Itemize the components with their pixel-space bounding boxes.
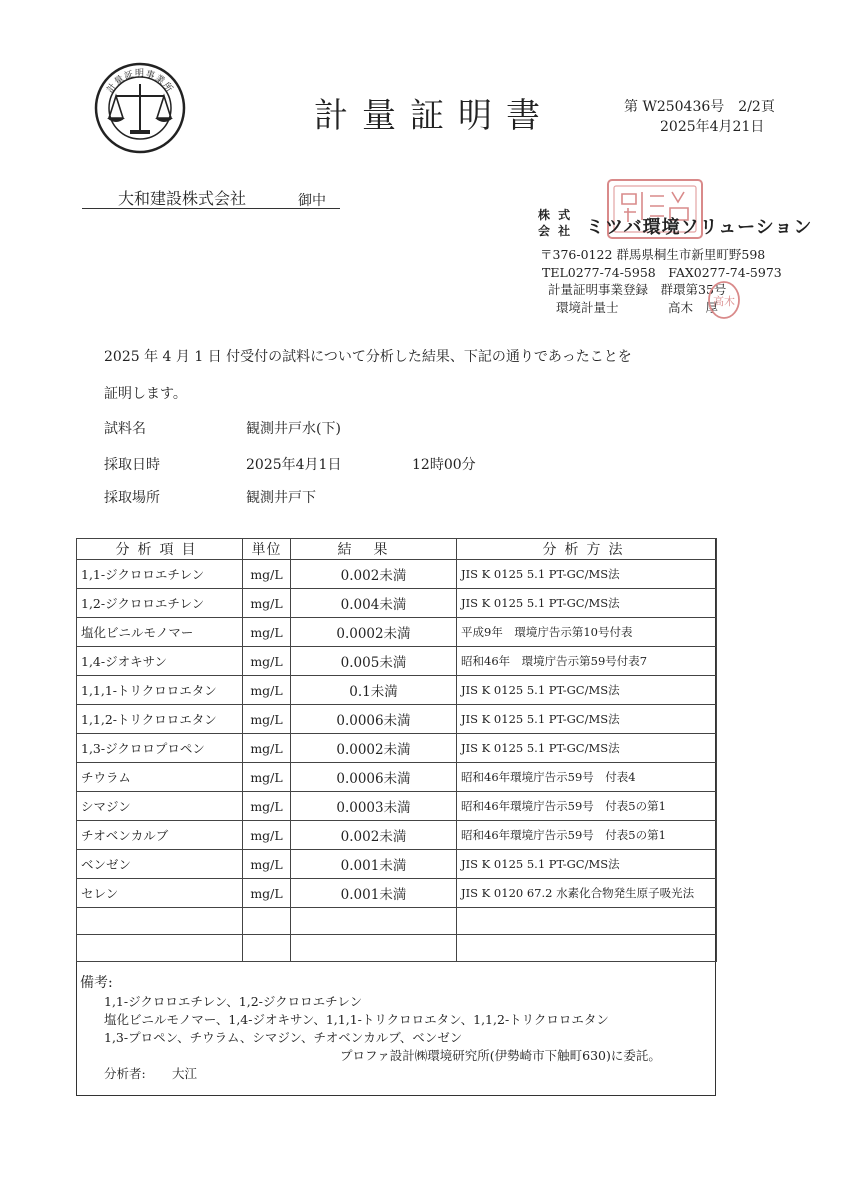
remarks-line4: プロファ設計㈱環境研究所(伊勢崎市下触町630)に委託。 (340, 1048, 661, 1063)
statement-line2: 証明します。 (104, 386, 187, 402)
table-header-row (77, 539, 717, 560)
row-method: JIS K 0120 67.2 水素化合物発生原子吸光法 (457, 879, 717, 908)
recipient-name: 大和建設株式会社 (118, 189, 247, 208)
row-item: 1,1-ジクロロエチレン (77, 560, 243, 589)
row-unit: mg/L (243, 734, 291, 763)
sample-place-label: 採取場所 (104, 490, 160, 506)
row-result: 0.004未満 (291, 589, 457, 618)
remarks-line1: 1,1-ジクロロエチレン、1,2-ジクロロエチレン (104, 994, 363, 1009)
remarks-line2: 塩化ビニルモノマー、1,4-ジオキサン、1,1,1-トリクロロエタン、1,1,2-トリクロロエタン (104, 1012, 609, 1027)
row-method: 昭和46年環境庁告示59号 付表5の第1 (457, 792, 717, 821)
row-unit: mg/L (243, 560, 291, 589)
document-title: 計量証明書 (314, 96, 554, 136)
row-method: JIS K 0125 5.1 PT-GC/MS法 (457, 589, 717, 618)
header-item: 分析項目 (77, 539, 243, 560)
table-row-empty (77, 935, 717, 962)
row-item: 1,3-ジクロロプロペン (77, 734, 243, 763)
company-address: 〒376-0122 群馬県桐生市新里町野598 (540, 247, 766, 262)
header-result: 結果 (291, 539, 457, 560)
company-name: ミツバ環境ソリューション (586, 217, 813, 238)
row-result: 0.0006未満 (291, 705, 457, 734)
row-method: JIS K 0125 5.1 PT-GC/MS法 (457, 676, 717, 705)
sample-date-value: 2025年4月1日 (246, 457, 342, 473)
row-method: JIS K 0125 5.1 PT-GC/MS法 (457, 560, 717, 589)
row-result: 0.005未満 (291, 647, 457, 676)
row-result: 0.001未満 (291, 850, 457, 879)
header-method: 分析方法 (457, 539, 717, 560)
table-row (77, 850, 717, 879)
certifier-seal-stamp (706, 280, 742, 320)
row-item: 1,1,1-トリクロロエタン (77, 676, 243, 705)
row-item: 1,2-ジクロロエチレン (77, 589, 243, 618)
row-result: 0.0002未満 (291, 734, 457, 763)
row-method: JIS K 0125 5.1 PT-GC/MS法 (457, 850, 717, 879)
table-row (77, 821, 717, 850)
row-item: 1,4-ジオキサン (77, 647, 243, 676)
results-table (76, 538, 717, 962)
row-result: 0.1未満 (291, 676, 457, 705)
remarks-line3: 1,3-プロペン、チウラム、シマジン、チオベンカルブ、ベンゼン (104, 1030, 463, 1045)
statement-line1: 2025 年 4 月 1 日 付受付の試料について分析した結果、下記の通りであったことを (104, 349, 632, 365)
analyst-name: 大江 (172, 1066, 198, 1081)
row-result: 0.001未満 (291, 879, 457, 908)
row-result: 0.0002未満 (291, 618, 457, 647)
row-unit: mg/L (243, 850, 291, 879)
row-unit: mg/L (243, 792, 291, 821)
seal-text: 計量証明事業所 (105, 69, 175, 95)
row-item: チオベンカルブ (77, 821, 243, 850)
row-item: セレン (77, 879, 243, 908)
row-unit: mg/L (243, 676, 291, 705)
table-row (77, 792, 717, 821)
row-unit: mg/L (243, 589, 291, 618)
table-row (77, 763, 717, 792)
table-row (77, 560, 717, 589)
row-item: ベンゼン (77, 850, 243, 879)
recipient-honorific: 御中 (298, 193, 326, 209)
row-result: 0.0003未満 (291, 792, 457, 821)
row-item: チウラム (77, 763, 243, 792)
row-unit: mg/L (243, 821, 291, 850)
row-item: シマジン (77, 792, 243, 821)
certifier-seal-text: 高木 (713, 295, 735, 308)
table-row (77, 676, 717, 705)
document-date: 2025年4月21日 (660, 119, 765, 135)
table-row (77, 705, 717, 734)
row-item: 塩化ビニルモノマー (77, 618, 243, 647)
row-unit: mg/L (243, 763, 291, 792)
table-row (77, 734, 717, 763)
row-result: 0.002未満 (291, 821, 457, 850)
sample-place-value: 観測井戸下 (246, 490, 316, 506)
table-row (77, 647, 717, 676)
analyst-label: 分析者: (104, 1066, 146, 1081)
document-number: 第 W250436号 2/2頁 (624, 99, 775, 115)
row-unit: mg/L (243, 618, 291, 647)
table-row-empty (77, 908, 717, 935)
remarks-label: 備考: (80, 975, 113, 991)
row-method: JIS K 0125 5.1 PT-GC/MS法 (457, 705, 717, 734)
row-method: 昭和46年環境庁告示59号 付表4 (457, 763, 717, 792)
row-unit: mg/L (243, 705, 291, 734)
table-row (77, 879, 717, 908)
company-type-line2: 会 社 (538, 224, 573, 238)
row-result: 0.0006未満 (291, 763, 457, 792)
certifier-title: 環境計量士 (556, 300, 619, 315)
table-row (77, 589, 717, 618)
row-unit: mg/L (243, 879, 291, 908)
row-result: 0.002未満 (291, 560, 457, 589)
row-item: 1,1,2-トリクロロエタン (77, 705, 243, 734)
row-method: JIS K 0125 5.1 PT-GC/MS法 (457, 734, 717, 763)
row-unit: mg/L (243, 647, 291, 676)
sample-time-value: 12時00分 (412, 457, 476, 473)
sample-name-value: 観測井戸水(下) (246, 421, 341, 437)
table-row (77, 618, 717, 647)
header-unit: 単位 (243, 539, 291, 560)
certifier-name: 高木 厚 (668, 300, 719, 315)
row-method: 昭和46年環境庁告示59号 付表5の第1 (457, 821, 717, 850)
row-method: 昭和46年 環境庁告示第59号付表7 (457, 647, 717, 676)
row-method: 平成9年 環境庁告示第10号付表 (457, 618, 717, 647)
sample-name-label: 試料名 (104, 421, 146, 437)
company-contact: TEL0277-74-5958 FAX0277-74-5973 (542, 265, 782, 280)
sample-date-label: 採取日時 (104, 457, 160, 473)
company-registration: 計量証明事業登録 群環第35号 (548, 282, 727, 297)
company-type-line1: 株 式 (538, 208, 573, 222)
